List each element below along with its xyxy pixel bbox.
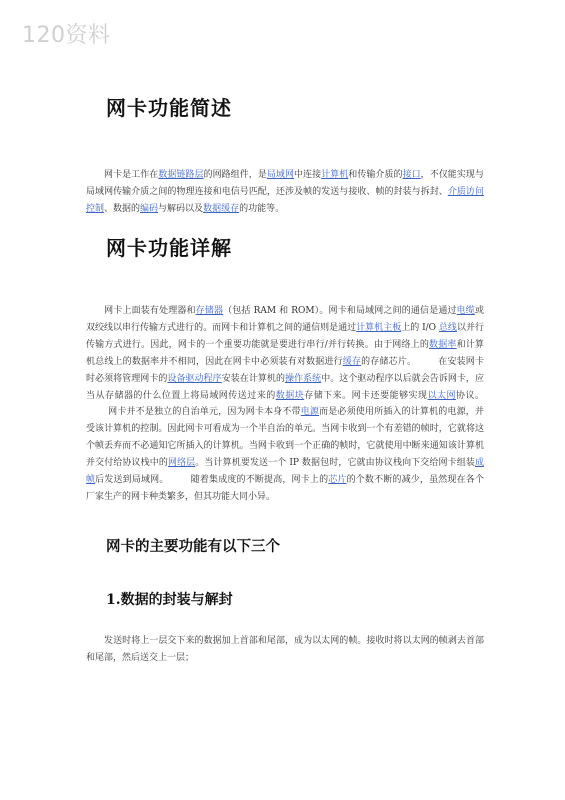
text-run: 而是必须使用所插入的计算机的电源，并受该计算机的控制。因此网卡可看成为一个半自治的单元。当网卡收到一个有差错的帧时，它就将这个帧丢弃而不必通知它所插入的计算机。当网卡收到一个正确的帧时，它就使用中断来通知该计算机并交付给协议栈中的 [86,407,484,469]
text-run: 的存储芯片。 [361,356,417,367]
text-run: 与解码以及 [158,203,204,214]
text-run: 网卡上面装有处理器和 [104,306,196,316]
hyperlink[interactable]: 数据链路层 [158,170,204,180]
hyperlink[interactable]: 网络层 [167,458,196,469]
subsection-title-encapsulation: 1.数据的封装与解封 [106,592,233,608]
text-run: 中。这个驱动程序以后就会告诉网卡，应当从存储器的什么位置上将局域网传送过来的 [86,373,484,401]
text-run: 中连接 [294,170,322,180]
section-title-main-functions: 网卡的主要功能有以下三个 [106,539,280,555]
hyperlink[interactable]: 总线 [438,322,457,333]
hyperlink[interactable]: 接口 [402,170,421,180]
hyperlink[interactable]: 编码 [140,203,159,214]
text-run: 上的 I/O [401,322,439,333]
text-run: 后发送到局域网。 [95,475,169,486]
paragraph-overview [86,167,484,218]
text-run: 的个数不断的减少，虽然现在各个厂家生产的网卡种类繁多，但其功能大同小异。 [86,475,484,502]
watermark-logo: 120资料 [22,23,111,48]
hyperlink[interactable]: 操作系统 [285,373,322,384]
hyperlink[interactable]: 芯片 [328,475,347,486]
text-run: 和传输介质的 [348,170,403,180]
paragraph-encapsulation [86,633,484,667]
hyperlink[interactable]: 成帧 [86,458,484,486]
text-run: 和计算机总线上的数据率并不相同，因此在网卡中必须装有对数据进行 [86,339,484,367]
text-run: 在安装网卡时必须将管理网卡的 [86,356,484,384]
text-run: 存储下来。网卡还要能够实现 [304,390,428,401]
text-run: 随着集成度的不断提高，网卡上的 [190,475,329,486]
text-run: 网卡并不是独立的自治单元，因为网卡本身不带 [108,407,301,418]
hyperlink[interactable]: 设备驱动程序 [167,373,222,384]
text-run: 以并行传输方式进行。因此，网卡的一个重要功能就是要进行串行/并行转换。由于网络上的 [86,322,484,350]
section-title-overview: 网卡功能简述 [106,96,232,120]
hyperlink[interactable]: 电缆 [456,306,475,316]
text-run: （包括 RAM 和 ROM）。网卡和局域网之间的通信是通过 [223,306,457,316]
section-title-details: 网卡功能详解 [106,236,232,260]
text-run: 。当计算机要发送一个 IP 数据包时，它就由协议栈向下交给网卡组装 [195,458,475,469]
text-run: ，不仅能实现与局域网传输介质之间的物理连接和电信号匹配，还涉及帧的发送与接收、帧的封装与拆封、 [86,170,484,197]
text-run: 、数据的 [104,203,141,214]
hyperlink[interactable]: 数据率 [429,339,457,350]
hyperlink[interactable]: 存储器 [195,306,224,316]
text-run: 安装在计算机的 [221,373,286,384]
paragraph-details [86,303,484,506]
hyperlink[interactable]: 数据缓存 [203,203,240,214]
hyperlink[interactable]: 数据块 [275,390,305,401]
hyperlink[interactable]: 电源 [300,407,320,418]
text-run: 发送时将上一层交下来的数据加上首部和尾部，成为以太网的帧。接收时将以太网的帧剥去首部和尾部，然后送交上一层； [86,636,484,663]
hyperlink[interactable]: 缓存 [342,356,362,367]
hyperlink[interactable]: 以太网 [427,390,456,401]
text-run: 协议。 [456,390,484,401]
text-run: 或双绞线以串行传输方式进行的。而网卡和计算机之间的通信则是通过 [86,306,484,333]
hyperlink[interactable]: 计算机 [321,170,349,180]
text-run: 的网路组件，是 [203,170,267,180]
text-run: 的功能等。 [239,203,285,214]
text-run: 网卡是工作在 [104,170,159,180]
hyperlink[interactable]: 计算机主板 [356,322,402,333]
hyperlink[interactable]: 介质访问控制 [86,186,484,214]
hyperlink[interactable]: 局域网 [266,170,294,180]
